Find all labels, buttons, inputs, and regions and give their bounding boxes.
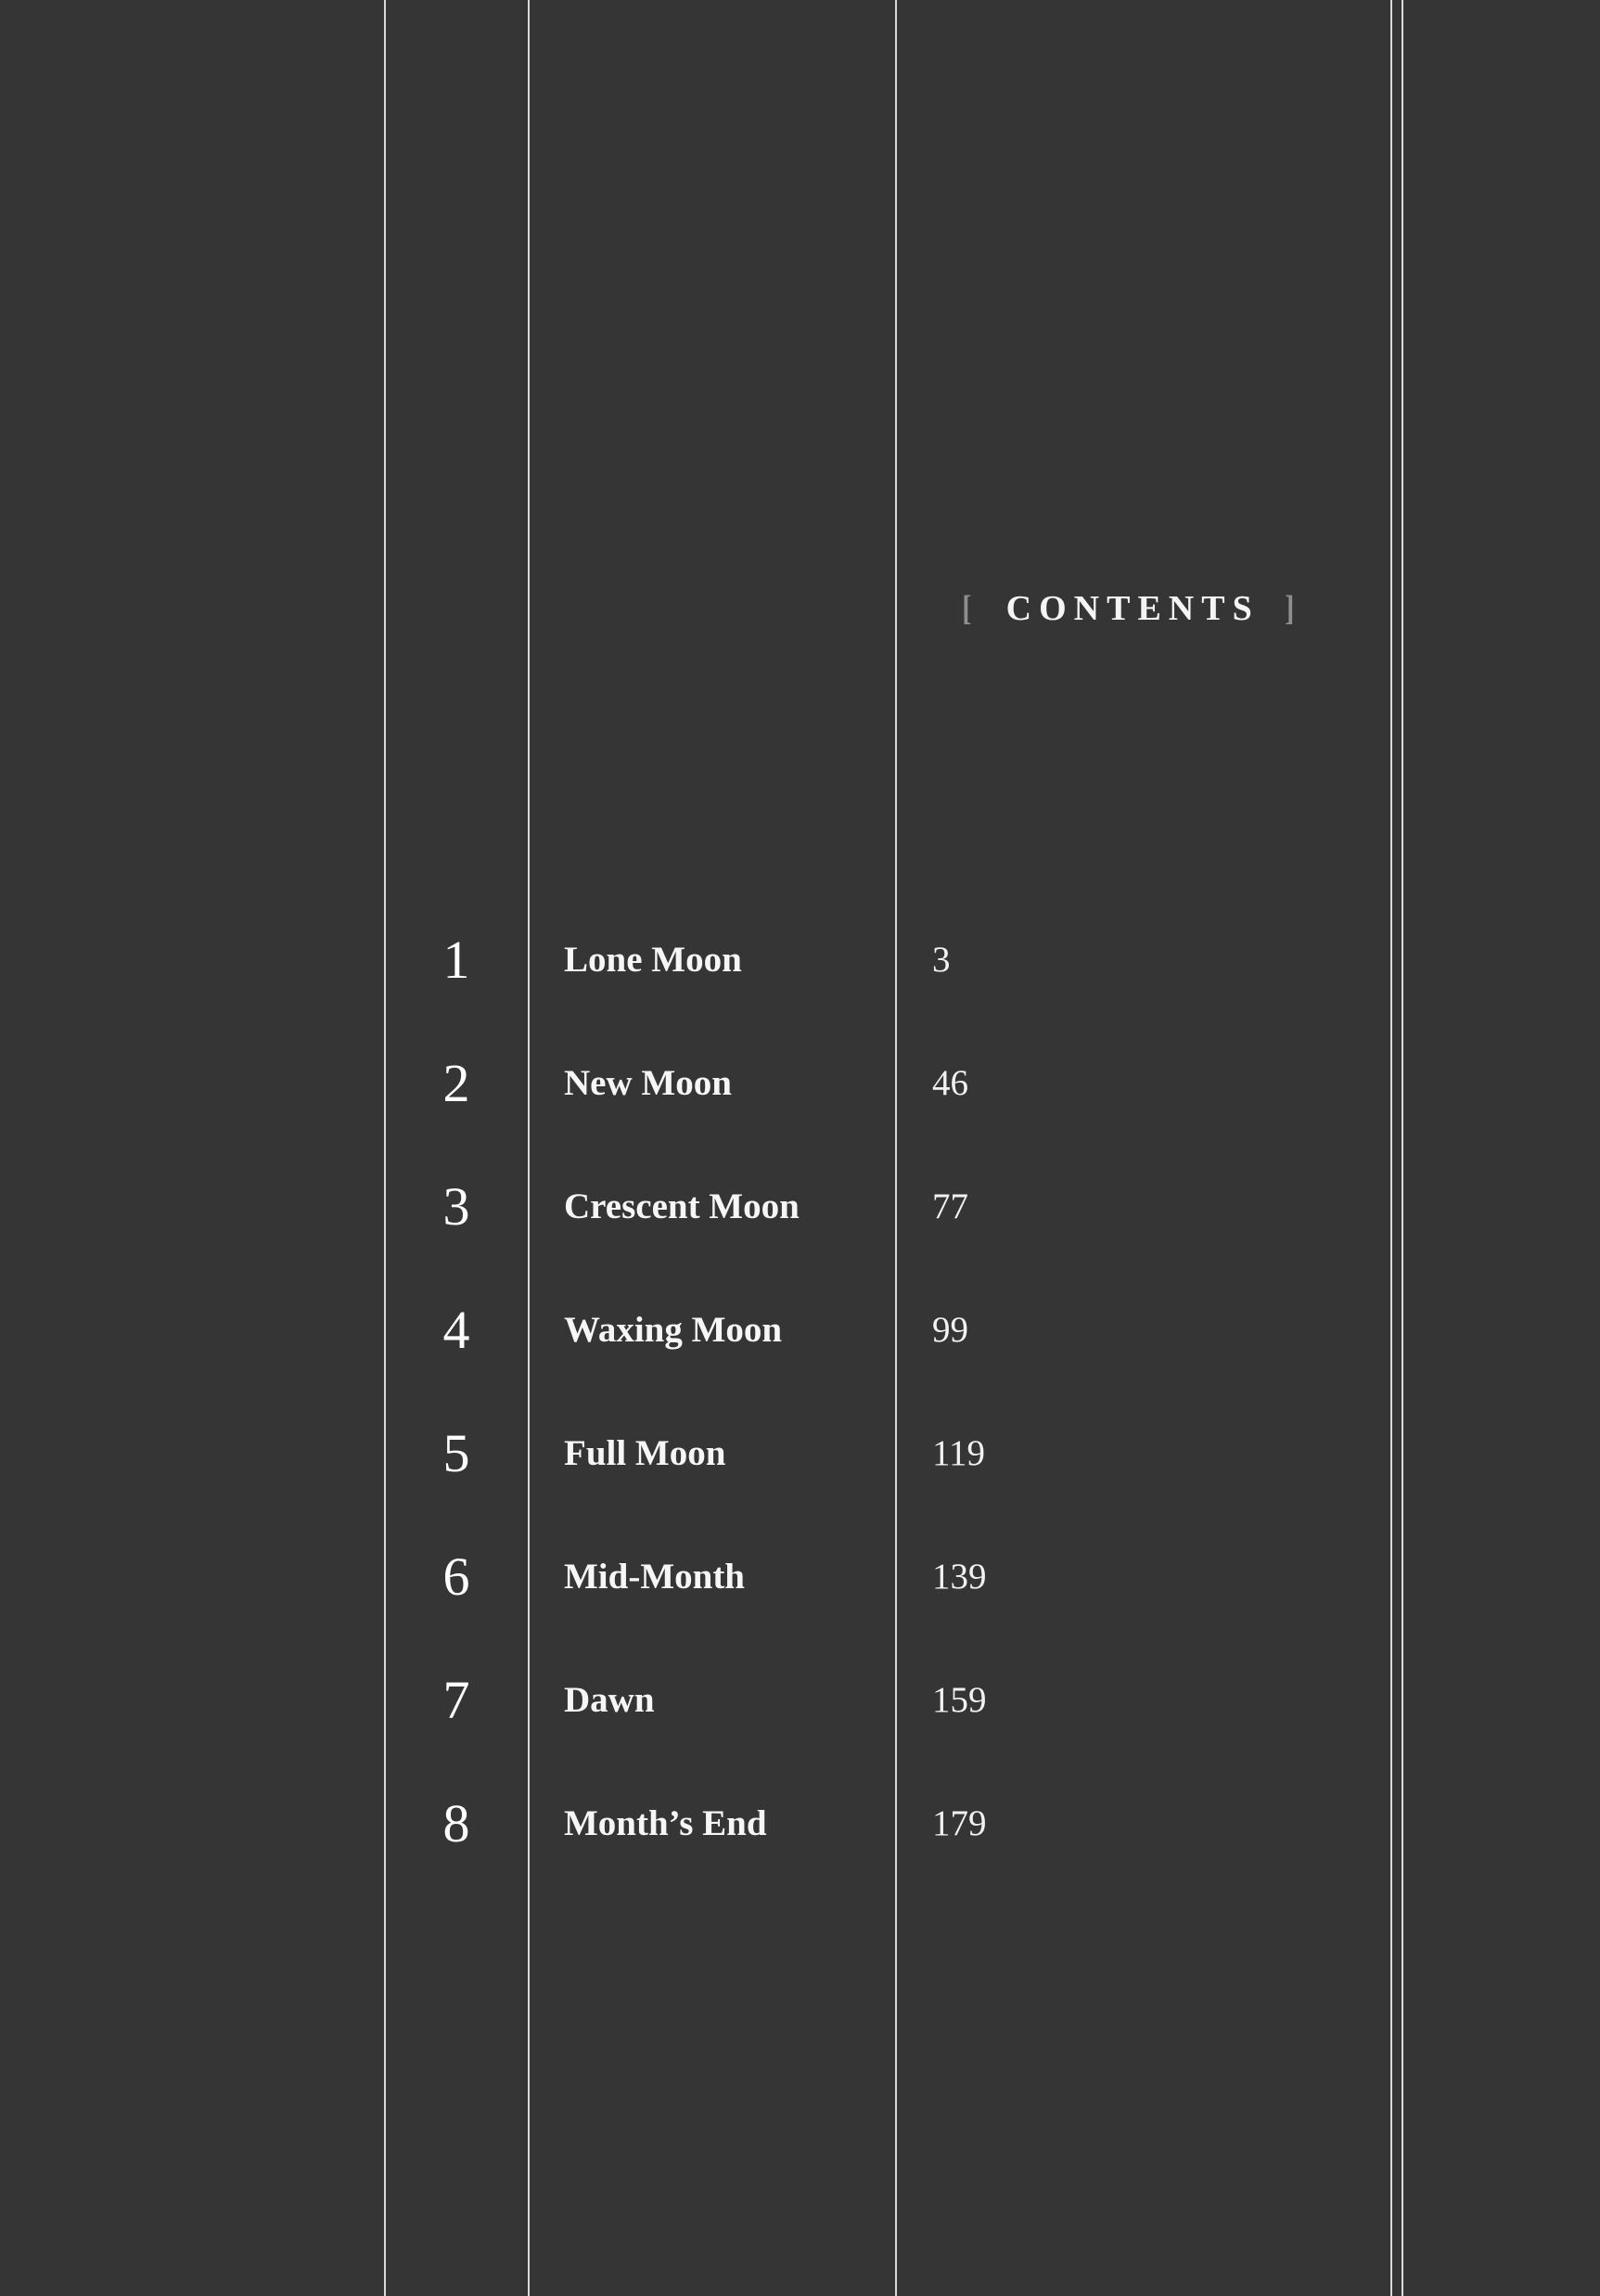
open-bracket-icon: [	[962, 589, 972, 628]
toc-entry[interactable]	[0, 918, 1600, 1002]
divider-line	[1402, 0, 1403, 2296]
chapter-title[interactable]: Dawn	[564, 1680, 655, 1720]
chapter-title[interactable]: Waxing Moon	[564, 1310, 783, 1350]
page-number: 3	[932, 940, 951, 980]
toc-entry[interactable]	[0, 1659, 1600, 1742]
chapter-title[interactable]: New Moon	[564, 1063, 732, 1103]
close-bracket-icon: ]	[1284, 589, 1295, 628]
chapter-number: 1	[442, 930, 470, 990]
page-number: 99	[932, 1310, 968, 1350]
chapter-title[interactable]: Mid-Month	[564, 1557, 745, 1597]
toc-entry[interactable]	[0, 1782, 1600, 1866]
chapter-number: 3	[442, 1176, 470, 1237]
page-number: 119	[932, 1433, 986, 1473]
chapter-number: 5	[442, 1423, 470, 1483]
chapter-title[interactable]: Crescent Moon	[564, 1186, 800, 1226]
page-number: 77	[932, 1186, 968, 1226]
page-number: 139	[932, 1557, 987, 1597]
chapter-number: 6	[442, 1546, 470, 1607]
toc-entry[interactable]	[0, 1042, 1600, 1125]
page-number: 159	[932, 1680, 987, 1720]
contents-heading	[961, 581, 1295, 636]
page-number: 179	[932, 1803, 987, 1843]
toc-entry[interactable]	[0, 1535, 1600, 1619]
toc-entry[interactable]	[0, 1289, 1600, 1372]
chapter-number: 4	[442, 1300, 470, 1360]
chapter-title[interactable]: Lone Moon	[564, 940, 742, 980]
toc-entry[interactable]	[0, 1165, 1600, 1249]
chapter-number: 8	[442, 1793, 470, 1853]
chapter-number: 2	[442, 1053, 470, 1113]
divider-line	[528, 0, 530, 2296]
chapter-title[interactable]: Full Moon	[564, 1433, 726, 1473]
chapter-number: 7	[442, 1670, 470, 1730]
page-number: 46	[932, 1063, 968, 1103]
toc-entry[interactable]	[0, 1412, 1600, 1495]
page-title: CONTENTS	[1005, 589, 1260, 628]
chapter-title[interactable]: Month’s End	[564, 1803, 767, 1843]
divider-line	[384, 0, 386, 2296]
divider-line	[895, 0, 897, 2296]
divider-line	[1390, 0, 1392, 2296]
